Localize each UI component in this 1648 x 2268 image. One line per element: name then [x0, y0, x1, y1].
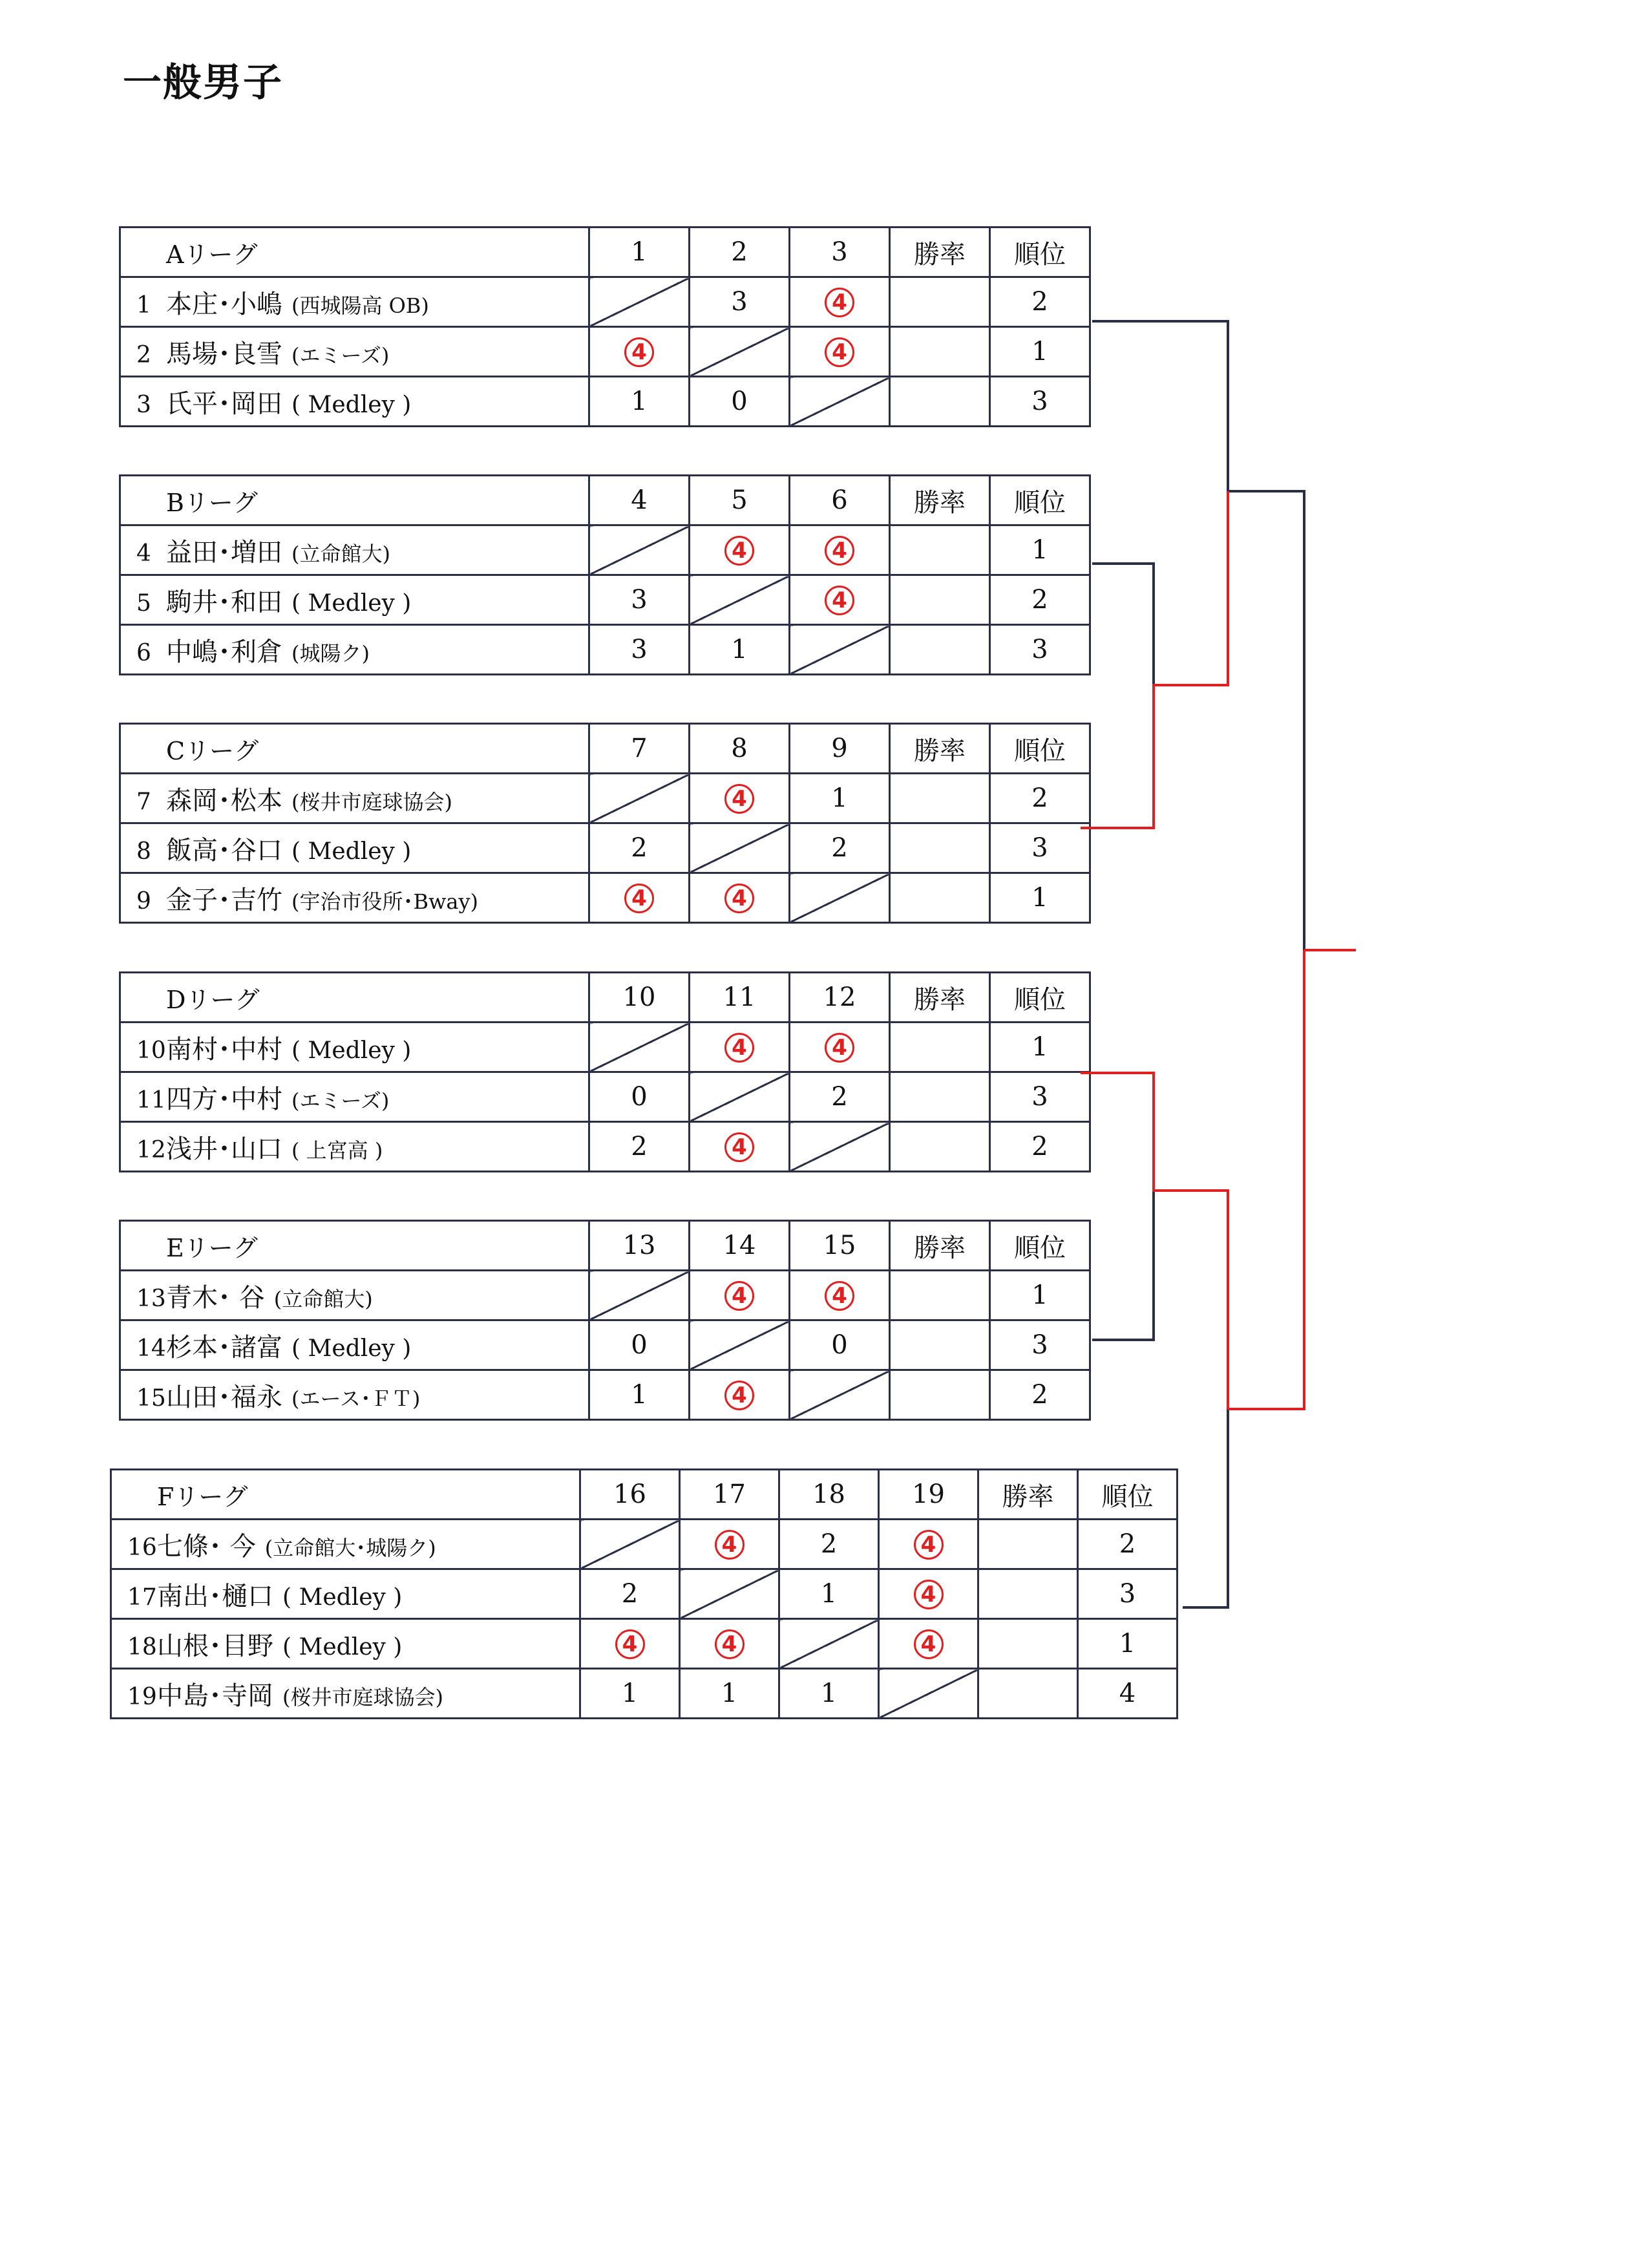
win-circle-badge: 4 [724, 1132, 754, 1162]
player-names: 森岡･松本 [166, 785, 282, 816]
win-circle-badge: 4 [825, 288, 854, 317]
player-number: 17 [127, 1584, 157, 1611]
rank-header: 順位 [990, 476, 1090, 525]
player-number: 12 [136, 1136, 166, 1163]
player-number: 16 [127, 1534, 157, 1561]
player-team: (宇治市役所･Bway) [291, 889, 479, 914]
player-team: (立命館大) [273, 1286, 373, 1311]
result-cell: 2 [779, 1520, 879, 1569]
player-team: ( Medley ) [291, 1335, 412, 1362]
player-team: ( Medley ) [282, 1584, 403, 1611]
player-number: 9 [136, 887, 151, 915]
league-name: Dリーグ [166, 985, 260, 1014]
win-circle-badge: 4 [825, 1281, 854, 1311]
player-team: (エミーズ) [291, 1088, 390, 1113]
player-number: 7 [136, 788, 151, 815]
column-header: 11 [690, 973, 790, 1023]
result-cell: 1 [589, 377, 690, 427]
player-team: (桜井市庭球協会) [282, 1684, 443, 1710]
win-circle-badge: 4 [724, 536, 754, 566]
win-circle-badge: 4 [914, 1580, 944, 1609]
result-cell: 2 [580, 1569, 680, 1619]
rank-cell: 2 [990, 1370, 1090, 1420]
player-names: 中嶋･利倉 [166, 637, 282, 667]
player-team: (エース･ＦＴ) [291, 1386, 421, 1411]
result-cell: 1 [589, 1370, 690, 1420]
player-names: 山根･目野 [157, 1631, 273, 1661]
league-name: Aリーグ [166, 240, 258, 269]
rank-cell: 2 [990, 575, 1090, 625]
rank-cell: 4 [1078, 1669, 1178, 1719]
player-names: 飯高･谷口 [166, 835, 282, 865]
player-team: ( Medley ) [291, 589, 412, 617]
player-team: (立命館大･城陽ク) [264, 1535, 436, 1560]
player-number: 5 [136, 589, 151, 617]
rank-cell: 2 [990, 774, 1090, 823]
result-cell: 1 [779, 1669, 879, 1719]
player-names: 中島･寺岡 [157, 1680, 273, 1711]
win-rate-header: 勝率 [890, 476, 990, 525]
player-names: 氏平･岡田 [166, 388, 282, 419]
league-name: Cリーグ [166, 736, 259, 765]
player-team: ( Medley ) [291, 838, 412, 865]
player-team: (城陽ク) [291, 641, 370, 666]
result-cell: 1 [680, 1669, 779, 1719]
column-header: 13 [589, 1221, 690, 1271]
column-header: 1 [589, 228, 690, 277]
win-rate-header: 勝率 [890, 724, 990, 774]
rank-cell: 1 [990, 1271, 1090, 1320]
win-circle-badge: 4 [724, 1381, 754, 1410]
player-number: 3 [136, 391, 151, 418]
bracket-line-a [1092, 321, 1228, 685]
league-name: Bリーグ [166, 488, 258, 517]
rank-cell: 1 [990, 1023, 1090, 1072]
player-team: ( 上宮高 ) [291, 1138, 383, 1163]
rank-cell: 3 [990, 1072, 1090, 1122]
column-header: 15 [790, 1221, 890, 1271]
win-circle-badge: 4 [715, 1629, 745, 1659]
player-names: 青木･ 谷 [166, 1282, 265, 1313]
player-names: 駒井･和田 [166, 587, 282, 617]
column-header: 10 [589, 973, 690, 1023]
player-number: 15 [136, 1384, 166, 1412]
rank-cell: 3 [1078, 1569, 1178, 1619]
win-circle-badge: 4 [914, 1629, 944, 1659]
win-circle-badge: 4 [825, 1033, 854, 1063]
result-cell: 1 [790, 774, 890, 823]
player-number: 10 [136, 1037, 166, 1064]
player-number: 6 [136, 639, 151, 666]
win-circle-badge: 4 [825, 337, 854, 367]
player-names: 馬場･良雪 [166, 339, 282, 369]
result-cell: 3 [589, 625, 690, 675]
win-circle-badge: 4 [615, 1629, 645, 1659]
column-header: 16 [580, 1470, 680, 1520]
win-circle-badge: 4 [724, 1033, 754, 1063]
win-circle-badge: 4 [715, 1530, 745, 1560]
player-number: 18 [127, 1633, 157, 1660]
result-cell: 0 [589, 1320, 690, 1370]
player-names: 浅井･山口 [166, 1134, 282, 1164]
rank-cell: 2 [1078, 1520, 1178, 1569]
result-cell: 0 [790, 1320, 890, 1370]
win-circle-badge: 4 [624, 884, 654, 913]
result-cell: 1 [580, 1669, 680, 1719]
player-names: 本庄･小嶋 [166, 289, 282, 319]
win-circle-badge: 4 [914, 1530, 944, 1560]
column-header: 6 [790, 476, 890, 525]
column-header: 18 [779, 1470, 879, 1520]
rank-cell: 2 [990, 277, 1090, 327]
rank-cell: 1 [990, 525, 1090, 575]
rank-cell: 2 [990, 1122, 1090, 1172]
player-number: 1 [136, 291, 151, 319]
win-circle-badge: 4 [724, 884, 754, 913]
column-header: 2 [690, 228, 790, 277]
player-number: 14 [136, 1335, 166, 1362]
player-team: (立命館大) [291, 541, 390, 566]
player-names: 四方･中村 [166, 1084, 282, 1114]
result-cell: 2 [589, 1122, 690, 1172]
win-circle-badge: 4 [825, 536, 854, 566]
rank-cell: 3 [990, 823, 1090, 873]
player-team: ( Medley ) [291, 391, 412, 418]
result-cell: 1 [690, 625, 790, 675]
rank-cell: 3 [990, 1320, 1090, 1370]
win-circle-badge: 4 [624, 337, 654, 367]
result-cell: 2 [589, 823, 690, 873]
result-cell: 2 [790, 823, 890, 873]
bracket-line-final-red [1228, 950, 1304, 1409]
rank-cell: 3 [990, 377, 1090, 427]
bracket-line-top-right [1228, 491, 1304, 950]
win-circle-badge: 4 [825, 586, 854, 615]
column-header: 7 [589, 724, 690, 774]
result-cell: 0 [690, 377, 790, 427]
league-name: Eリーグ [166, 1233, 258, 1262]
player-team: (桜井市庭球協会) [291, 789, 452, 814]
result-cell: 3 [589, 575, 690, 625]
win-rate-header: 勝率 [890, 228, 990, 277]
column-header: 17 [680, 1470, 779, 1520]
rank-header: 順位 [1078, 1470, 1178, 1520]
rank-header: 順位 [990, 228, 1090, 277]
result-cell: 1 [779, 1569, 879, 1619]
player-number: 4 [136, 540, 151, 567]
bracket-line-f [1183, 1409, 1228, 1607]
player-names: 南出･樋口 [157, 1581, 273, 1611]
rank-cell: 1 [990, 873, 1090, 923]
result-cell: 3 [690, 277, 790, 327]
win-circle-badge: 4 [724, 1281, 754, 1311]
player-names: 山田･福永 [166, 1382, 282, 1412]
bracket-line-e [1092, 1191, 1154, 1340]
player-team: (エミーズ) [291, 343, 390, 368]
league-name: Fリーグ [157, 1482, 248, 1511]
rank-header: 順位 [990, 1221, 1090, 1271]
win-rate-header: 勝率 [978, 1470, 1078, 1520]
rank-header: 順位 [990, 973, 1090, 1023]
player-names: 金子･吉竹 [166, 885, 282, 915]
result-cell: 2 [790, 1072, 890, 1122]
column-header: 19 [879, 1470, 978, 1520]
player-number: 2 [136, 341, 151, 368]
result-cell: 0 [589, 1072, 690, 1122]
rank-cell: 3 [990, 625, 1090, 675]
column-header: 14 [690, 1221, 790, 1271]
win-rate-header: 勝率 [890, 973, 990, 1023]
rank-cell: 1 [990, 327, 1090, 377]
player-team: ( Medley ) [282, 1633, 403, 1660]
column-header: 4 [589, 476, 690, 525]
player-names: 南村･中村 [166, 1034, 282, 1065]
rank-header: 順位 [990, 724, 1090, 774]
player-number: 13 [136, 1285, 166, 1312]
win-rate-header: 勝率 [890, 1221, 990, 1271]
player-names: 七條･ 今 [157, 1531, 256, 1562]
player-number: 8 [136, 838, 151, 865]
column-header: 12 [790, 973, 890, 1023]
player-names: 杉本･諸富 [166, 1332, 282, 1362]
win-circle-badge: 4 [724, 784, 754, 814]
column-header: 5 [690, 476, 790, 525]
player-names: 益田･増田 [166, 537, 282, 567]
column-header: 3 [790, 228, 890, 277]
column-header: 9 [790, 724, 890, 774]
player-team: (西城陽高 OB) [291, 293, 429, 318]
player-team: ( Medley ) [291, 1037, 412, 1064]
player-number: 11 [136, 1086, 166, 1114]
rank-cell: 1 [1078, 1619, 1178, 1669]
page-title: 一般男子 [123, 60, 283, 105]
player-number: 19 [127, 1683, 157, 1710]
bracket-line-b [1092, 564, 1154, 685]
column-header: 8 [690, 724, 790, 774]
